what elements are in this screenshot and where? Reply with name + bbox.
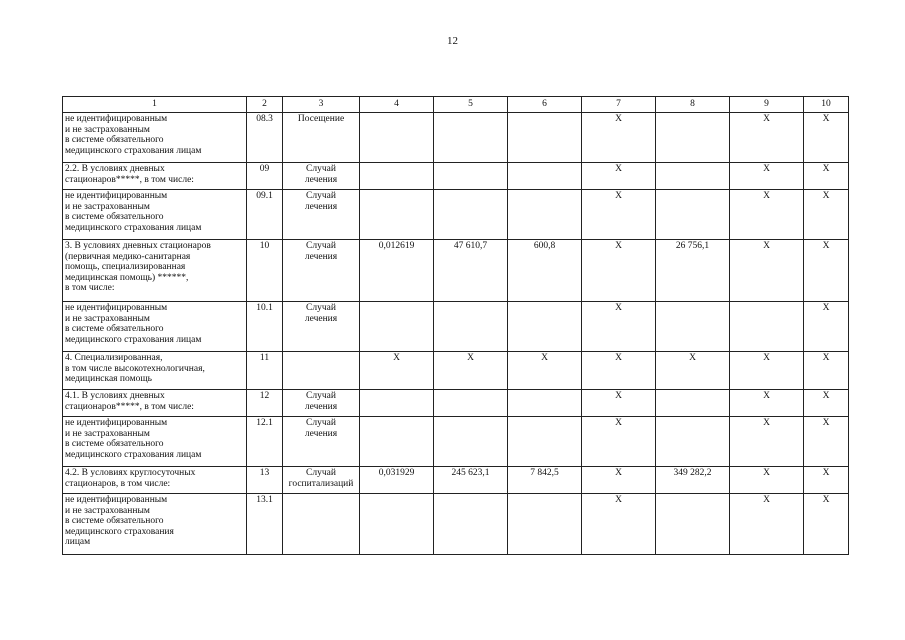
value-cell-c7: X <box>582 467 656 494</box>
row-unit <box>283 240 360 302</box>
description-line: и не застрахованным <box>65 124 150 135</box>
value-cell-c7: X <box>582 240 656 302</box>
description-line: стационаров*****, в том числе: <box>65 174 194 185</box>
description-line: медицинского страхования лицам <box>65 449 202 460</box>
value-cell-c5 <box>434 417 508 467</box>
table-row <box>63 302 849 352</box>
description-line: в том числе: <box>65 283 115 293</box>
description-line: 4. Специализированная, <box>65 353 163 363</box>
header-cell: 4 <box>360 97 434 113</box>
value-cell-c9: X <box>730 417 804 467</box>
table-row <box>63 417 849 467</box>
description-line: не идентифицированным <box>65 495 168 505</box>
value-cell-c10: X <box>804 467 849 494</box>
value-cell-c8 <box>656 417 730 467</box>
row-description <box>63 190 247 240</box>
unit-line: Случай <box>306 191 336 201</box>
row-description <box>63 302 247 352</box>
header-cell: 5 <box>434 97 508 113</box>
value-cell-c5 <box>434 190 508 240</box>
unit-line: Случай <box>306 241 336 251</box>
description-line: медицинского страхования лицам <box>65 334 202 345</box>
value-cell-c9: X <box>730 390 804 417</box>
value-cell-c7: X <box>582 190 656 240</box>
value-cell-c10: X <box>804 240 849 302</box>
header-cell: 1 <box>63 97 247 113</box>
description-line: в том числе высокотехнологичная, <box>65 363 205 374</box>
unit-line: госпитализаций <box>288 478 354 489</box>
value-cell-c8 <box>656 390 730 417</box>
description-line: помощь, специализированная <box>65 262 186 272</box>
header-cell: 9 <box>730 97 804 113</box>
description-line: в системе обязательного <box>65 516 164 526</box>
value-cell-c4 <box>360 113 434 163</box>
value-cell-c10: X <box>804 163 849 190</box>
value-cell-c6: X <box>508 352 582 390</box>
header-cell: 10 <box>804 97 849 113</box>
value-cell-c6: 7 842,5 <box>508 467 582 494</box>
value-cell-c6 <box>508 390 582 417</box>
unit-line: Посещение <box>297 114 345 124</box>
value-cell-c8 <box>656 302 730 352</box>
value-cell-c6 <box>508 417 582 467</box>
unit-line: Случай <box>306 303 336 313</box>
table-row <box>63 390 849 417</box>
description-line: в системе обязательного <box>65 212 164 222</box>
value-cell-c7: X <box>582 494 656 555</box>
value-cell-c5 <box>434 113 508 163</box>
value-cell-c7: X <box>582 352 656 390</box>
value-cell-c8: 26 756,1 <box>656 240 730 302</box>
row-unit <box>283 163 360 190</box>
description-line: медицинского страхования лицам <box>65 145 202 156</box>
description-line: не идентифицированным <box>65 114 168 124</box>
unit-line: лечения <box>304 428 338 439</box>
row-unit <box>283 113 360 163</box>
unit-line: лечения <box>304 174 338 185</box>
value-cell-c9: X <box>730 190 804 240</box>
row-unit <box>283 390 360 417</box>
table-row <box>63 467 849 494</box>
value-cell-c8 <box>656 113 730 163</box>
description-line: 4.2. В условиях круглосуточных <box>65 468 196 478</box>
value-cell-c7: X <box>582 163 656 190</box>
description-line: медицинская помощь) ******, <box>65 272 189 283</box>
value-cell-c4 <box>360 190 434 240</box>
unit-line: лечения <box>304 201 338 212</box>
row-description <box>63 113 247 163</box>
value-cell-c9: X <box>730 467 804 494</box>
value-cell-c7: X <box>582 390 656 417</box>
value-cell-c8 <box>656 163 730 190</box>
value-cell-c8 <box>656 494 730 555</box>
value-cell-c10: X <box>804 417 849 467</box>
row-code: 09 <box>247 163 283 190</box>
table-row <box>63 494 849 555</box>
description-line: не идентифицированным <box>65 418 168 428</box>
report-table <box>62 96 849 555</box>
value-cell-c9: X <box>730 352 804 390</box>
value-cell-c7: X <box>582 302 656 352</box>
value-cell-c4 <box>360 417 434 467</box>
description-line: в системе обязательного <box>65 324 164 334</box>
value-cell-c4 <box>360 494 434 555</box>
value-cell-c5 <box>434 494 508 555</box>
description-line: медицинского страхования <box>65 526 174 537</box>
value-cell-c5 <box>434 390 508 417</box>
row-description <box>63 390 247 417</box>
header-row <box>63 97 849 113</box>
description-line: лицам <box>65 537 91 547</box>
description-line: и не застрахованным <box>65 505 150 516</box>
value-cell-c8: X <box>656 352 730 390</box>
table-row <box>63 113 849 163</box>
value-cell-c6 <box>508 163 582 190</box>
row-unit <box>283 190 360 240</box>
description-line: не идентифицированным <box>65 303 168 313</box>
value-cell-c8 <box>656 190 730 240</box>
value-cell-c10: X <box>804 190 849 240</box>
table-row <box>63 190 849 240</box>
value-cell-c4 <box>360 163 434 190</box>
description-line: стационаров*****, в том числе: <box>65 401 194 412</box>
value-cell-c7: X <box>582 417 656 467</box>
value-cell-c9 <box>730 302 804 352</box>
unit-line: Случай <box>306 391 336 401</box>
table-row <box>63 240 849 302</box>
row-description <box>63 352 247 390</box>
header-cell: 8 <box>656 97 730 113</box>
value-cell-c4: 0,031929 <box>360 467 434 494</box>
unit-line: лечения <box>304 401 338 412</box>
value-cell-c6: 600,8 <box>508 240 582 302</box>
row-code: 12 <box>247 390 283 417</box>
unit-line: Случай <box>306 418 336 428</box>
value-cell-c9: X <box>730 163 804 190</box>
row-description <box>63 494 247 555</box>
row-unit <box>283 467 360 494</box>
value-cell-c6 <box>508 113 582 163</box>
description-line: в системе обязательного <box>65 439 164 449</box>
row-description <box>63 467 247 494</box>
row-unit <box>283 417 360 467</box>
header-cell: 6 <box>508 97 582 113</box>
value-cell-c4: X <box>360 352 434 390</box>
row-code: 11 <box>247 352 283 390</box>
description-line: и не застрахованным <box>65 313 150 324</box>
header-cell: 3 <box>283 97 360 113</box>
value-cell-c10: X <box>804 113 849 163</box>
value-cell-c5 <box>434 163 508 190</box>
value-cell-c10: X <box>804 352 849 390</box>
value-cell-c10: X <box>804 494 849 555</box>
row-unit <box>283 494 360 555</box>
row-code: 13.1 <box>247 494 283 555</box>
row-description <box>63 417 247 467</box>
description-line: не идентифицированным <box>65 191 168 201</box>
value-cell-c7: X <box>582 113 656 163</box>
row-description <box>63 163 247 190</box>
description-line: и не застрахованным <box>65 428 150 439</box>
value-cell-c4 <box>360 390 434 417</box>
description-line: в системе обязательного <box>65 135 164 145</box>
value-cell-c4 <box>360 302 434 352</box>
table-row <box>63 163 849 190</box>
value-cell-c9: X <box>730 494 804 555</box>
row-code: 10.1 <box>247 302 283 352</box>
value-cell-c9: X <box>730 240 804 302</box>
value-cell-c10: X <box>804 390 849 417</box>
header-cell: 2 <box>247 97 283 113</box>
row-code: 08.3 <box>247 113 283 163</box>
description-line: (первичная медико-санитарная <box>65 251 191 262</box>
description-line: и не застрахованным <box>65 201 150 212</box>
row-unit <box>283 302 360 352</box>
unit-line: лечения <box>304 251 338 262</box>
description-line: 3. В условиях дневных стационаров <box>65 241 211 251</box>
page-number: 12 <box>447 35 458 47</box>
value-cell-c6 <box>508 494 582 555</box>
value-cell-c5: X <box>434 352 508 390</box>
description-line: медицинского страхования лицам <box>65 222 202 233</box>
description-line: медицинская помощь <box>65 374 152 384</box>
description-line: стационаров, в том числе: <box>65 478 171 489</box>
value-cell-c5 <box>434 302 508 352</box>
value-cell-c6 <box>508 190 582 240</box>
description-line: 4.1. В условиях дневных <box>65 391 165 401</box>
row-code: 12.1 <box>247 417 283 467</box>
value-cell-c8: 349 282,2 <box>656 467 730 494</box>
unit-line: Случай <box>306 164 336 174</box>
row-code: 13 <box>247 467 283 494</box>
row-unit <box>283 352 360 390</box>
row-description <box>63 240 247 302</box>
value-cell-c5: 47 610,7 <box>434 240 508 302</box>
value-cell-c9: X <box>730 113 804 163</box>
unit-line: Случай <box>306 468 336 478</box>
row-code: 09.1 <box>247 190 283 240</box>
value-cell-c10: X <box>804 302 849 352</box>
header-cell: 7 <box>582 97 656 113</box>
value-cell-c4: 0,012619 <box>360 240 434 302</box>
row-code: 10 <box>247 240 283 302</box>
table-row <box>63 352 849 390</box>
description-line: 2.2. В условиях дневных <box>65 164 165 174</box>
value-cell-c5: 245 623,1 <box>434 467 508 494</box>
value-cell-c6 <box>508 302 582 352</box>
unit-line: лечения <box>304 313 338 324</box>
